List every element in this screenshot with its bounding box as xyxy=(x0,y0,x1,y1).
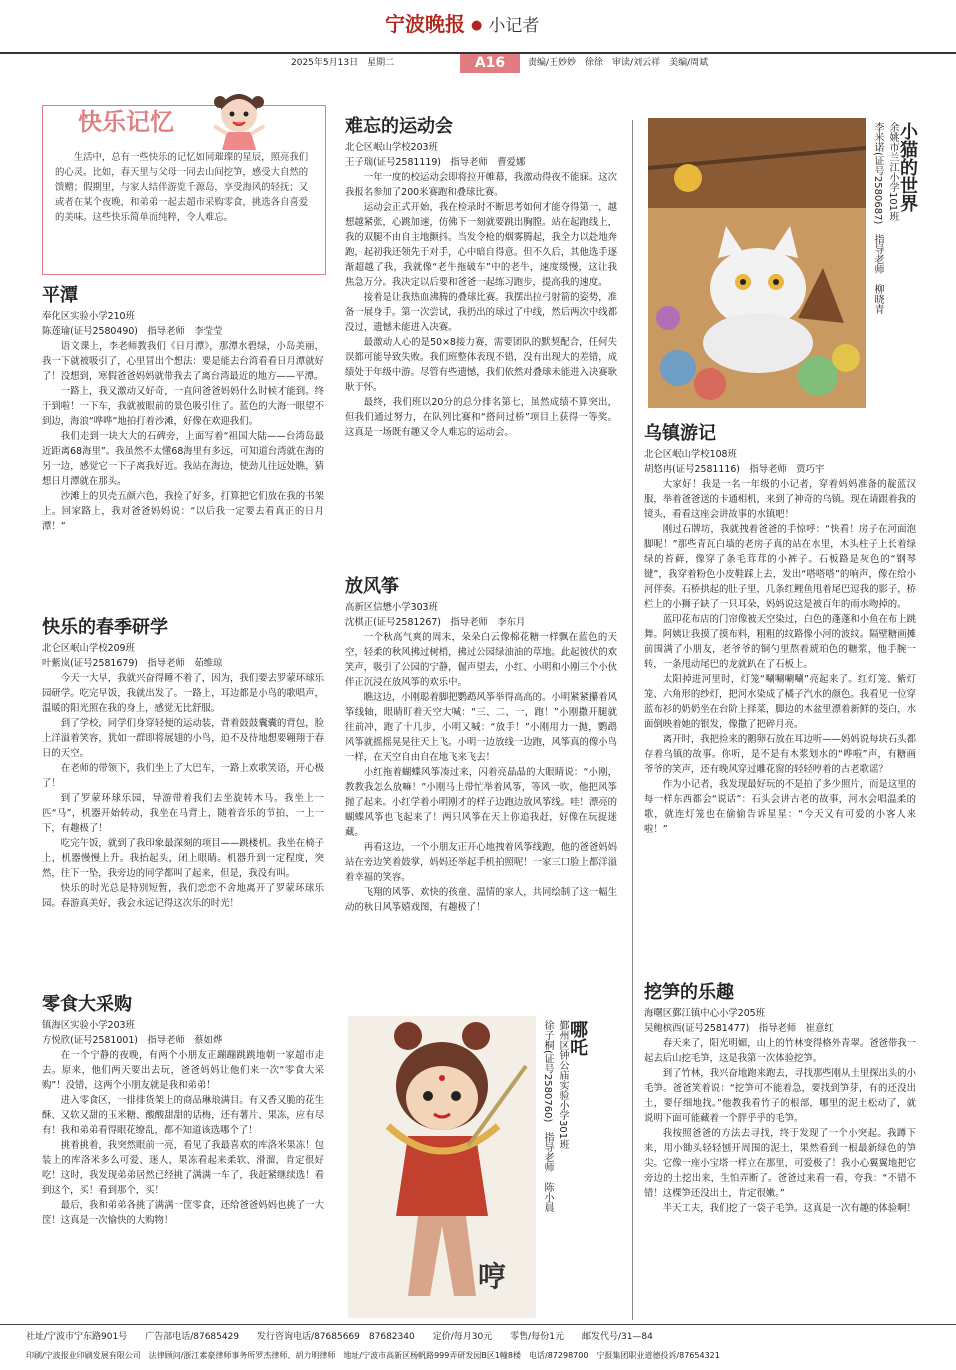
article-byline: 王子瑞(证号2581119) 指导老师 曹爱娜 xyxy=(345,157,526,168)
article-byline: 胡悠冉(证号2581116) 指导老师 贾巧宇 xyxy=(644,464,825,475)
artwork-school: 余姚市兰江小学101班 xyxy=(887,122,898,222)
article-paragraph: 语文课上，李老师教我们《日月潭》，那潭水碧绿，小岛美丽，我一下就被吸引了，心里冒出个想法：要是能去台湾看看日月潭就好了！没想到，寒假爸爸妈妈就带我去了离台湾最近的地方——平潭。 xyxy=(42,341,324,382)
article-paragraph: 进入零食区，一排排货架上的商品琳琅满目。有又香又脆的花生酥、又软又甜的玉米糖、酸酸甜甜的话梅，还有薯片、果冻，应有尽有！我和弟弟看得眼花缭乱，都不知道该选哪个了！ xyxy=(42,1095,324,1136)
article-paragraph: 再看这边，一个小朋友正开心地拽着风筝线跑，他的爸爸妈妈站在旁边笑着鼓掌，妈妈还举起手机拍照呢！一家三口脸上都洋溢着幸福的笑容。 xyxy=(345,842,617,883)
article-paragraph: 一路上，我又激动又好奇，一直问爸爸妈妈什么时候才能到。终于到啦！一下车，我就被眼前的景色吸引住了。蓝色的大海一眼望不到边，海浪“哗哗”地拍打着沙滩，好像在欢迎我们。 xyxy=(42,386,324,427)
article-paragraph: 今天一大早，我就兴奋得睡不着了，因为，我们要去罗蒙环球乐园研学。吃完早饭，我就出发了。一路上，耳边都是小鸟的歌唱声，温暖的阳光照在我的身上，感觉无比舒服。 xyxy=(42,673,324,714)
article-school: 海曙区鄞江镇中心小学205班 xyxy=(644,1008,766,1019)
article-paragraph: 蓝印花布店的门帘像被天空染过，白色的蓬蓬和小鱼在布上跳舞。阿姨让我摸了摸布料，粗粗的纹路像小河的波纹。隔壁糖画摊前围满了小朋友，老爷爷的铜勺里熬着琥珀色的糖浆，他手腕一转，一条甩动尾巴的龙就趴在了石板上。 xyxy=(644,614,916,670)
article-pingtan xyxy=(42,283,324,534)
article-wuzhen xyxy=(644,421,916,837)
article-paragraph: 我按照爸爸的方法去寻找，终于发现了一个小突起。我蹲下来，用小锄头轻轻刨开周围的泥土，果然看到一根最新绿色的笋尖。它像一座小宝塔一样立在那里，可爱极了！我小心翼翼地把它旁边的土挖出来，生怕弄断了。爸爸过来看一看，夸我：“不错不错！这棵笋还没出土，肯定很嫩。” xyxy=(644,1128,916,1199)
artwork-school: 鄞州区钟公庙实验小学301班 xyxy=(557,1020,568,1150)
article-title: 乌镇游记 xyxy=(644,423,716,444)
article-paragraph: 飞翔的风筝、欢快的孩童、温情的家人，共同绘制了这一幅生动的秋日风筝嬉戏图，有趣极了！ xyxy=(345,887,617,913)
intro-box xyxy=(42,105,326,275)
article-paragraph: 一年一度的校运动会即将拉开帷幕，我激动得夜不能寐。这次我报名参加了200米赛跑和叠球比赛。 xyxy=(345,172,617,198)
article-sports-day xyxy=(345,114,617,440)
article-school: 北仑区岷山学校209班 xyxy=(42,643,135,654)
article-paragraph: 大家好！我是一名一年级的小记者，穿着妈妈准备的靛蓝汉服，举着爸爸送的卡通相机，来到了神奇的乌镇。现在请跟着我的镜头，看看这座会讲故事的水镇吧！ xyxy=(644,479,916,520)
artwork-title: 哪吒 xyxy=(567,1020,588,1056)
article-paragraph: 最终，我们班以20分的总分排名第七，虽然成绩不算突出，但我们通过努力，在队列比赛和“搭问过桥”项目上获得一等奖。这真是一场既有趣又令人难忘的运动会。 xyxy=(345,397,617,438)
article-paragraph: 快乐的时光总是特别短暂，我们恋恋不舍地离开了罗蒙环球乐园。春游真美好，我会永远记得这次乐的时光！ xyxy=(42,883,324,909)
artwork-title: 小猫的世界 xyxy=(897,122,918,212)
footer-rule xyxy=(0,1324,956,1325)
page-number: A16 xyxy=(460,54,520,73)
article-school: 高新区信懋小学303班 xyxy=(345,602,438,613)
artwork-byline: 李米诺(证号2580687) 指导老师 柳晓青 xyxy=(872,122,883,315)
article-paragraph: 运动会正式开始，我在检录时不断思考如何才能夺得第一，越想越紧张，心跳加速，仿佛下一刻就要跳出胸膛。站在起跑线上，我的双腿不由自主地颤抖。当发令枪的烟雾腾起，我全力以赴地奔跑，起初我还领先于对手，心中暗自得意。但不久后，其他选手逐渐超越了我，我就像“老牛拖破车”中的老牛，速度缓慢，这让我焦急万分。我决定以后要和爸爸一起练习跑步，提高我的速度。 xyxy=(345,202,617,288)
footer-print-line: 印刷/宁波报业印刷发展有限公司 法律顾问/浙江素豪律师事务所罗杰律师、胡力明律师 地址/宁波市高新区杨帆路999弄研发园B区1幢8楼 电话/87298700 宁报集团职业道德投诉/87654321 xyxy=(26,1351,720,1360)
article-school: 北仑区岷山学校108班 xyxy=(644,449,737,460)
nezha-drawing-icon xyxy=(348,1016,536,1318)
masthead xyxy=(385,12,540,36)
article-paragraph: 作为小记者，我发现最好玩的不是拍了多少照片，而是这里的每一样东西都会“说话”：石头会讲古老的故事，河水会唱温柔的歌，就连灯笼也在偷偷告诉星星：“今天又有可爱的小客人来啦！” xyxy=(644,779,916,835)
page-header xyxy=(0,0,956,80)
article-byline: 方悦欣(证号2581001) 指导老师 蔡如烨 xyxy=(42,1035,223,1046)
article-paragraph: 离开时，我把捡来的鹅卵石放在耳边听——妈妈说每块石头都存着乌镇的故事。你听，是不是有木浆划水的“哗啦”声，有糖画爷爷的笑声，还有晚风穿过雕花窗的轻轻哼着的古老歌谣？ xyxy=(644,734,916,775)
article-title: 快乐的春季研学 xyxy=(42,617,168,638)
article-paragraph: 最激动人心的是50×8接力赛，需要团队的默契配合，任何失误都可能导致失败。我们班整体表现不错，没有出现大的差错，成绩处于年级中游。尽管有些遗憾，我们依然对叠球未能进入决赛耿耿于怀。 xyxy=(345,337,617,393)
svg-text:哼: 哼 xyxy=(478,1261,507,1292)
cat-world-drawing-icon xyxy=(648,118,866,408)
article-bamboo xyxy=(644,980,916,1216)
article-paragraph: 吃完午饭，就到了我印象最深刻的项目——跳楼机。我坐在椅子上，机器慢慢上升。我抬起头，闭上眼睛。机器升到一定程度，突然，往下一坠，我旁边的同学都叫了起来，但是，我没有叫。 xyxy=(42,838,324,879)
article-title: 放风筝 xyxy=(345,576,399,597)
intro-title: 快乐记忆 xyxy=(78,107,174,136)
article-paragraph: 刚过石牌坊，我就拽着爸爸的手惊呼：“快看！房子在河面泡脚呢！”那些青瓦白墙的老房子真的站在水里，木头柱子上长着绿绿的苔藓，像穿了条毛茸茸的小裤子。石板路是灰色的“钢琴键”，我穿着粉色小皮鞋踩上去，发出“嗒嗒嗒”的响声，像在给小河伴奏。石桥拱起的肚子里，几条红鲤鱼甩着尾巴逗我的影子，桥栏上的小狮子缺了一只耳朵，妈妈说这是被百年的雨水吻掉的。 xyxy=(644,524,916,610)
article-school: 奉化区实验小学210班 xyxy=(42,311,135,322)
nezha-artwork xyxy=(348,1016,536,1318)
article-paragraph: 我们走到一块大大的石碑旁，上面写着“祖国大陆——台湾岛最近距离68海里”。我虽然不太懂68海里有多远，可知道台湾就在海的另一边，感觉它一下子离我好近。我站在海边，使劲儿往远处瞧，猜想日月潭就在那头。 xyxy=(42,431,324,487)
editor-credits: 责编/王妙妙 徐徐 审读/刘云祥 美编/周斌 xyxy=(528,58,709,68)
article-byline: 陈莲瑜(证号2580490) 指导老师 李莹莹 xyxy=(42,326,223,337)
article-paragraph: 挑着挑着，我突然眼前一亮，看见了我最喜欢的库洛米果冻！包装上的库洛米多么可爱、迷人，果冻看起来柔软、滑溜，肯定很好吃！这时，我发现弟弟居然已经挑了满满一车了，我赶紧继续选！看到这个，买！看到那个，买！ xyxy=(42,1140,324,1196)
brand-separator-dot: ● xyxy=(471,18,483,33)
article-school: 镇海区实验小学203班 xyxy=(42,1020,135,1031)
article-byline: 叶紫岚(证号2581679) 指导老师 茹维琼 xyxy=(42,658,223,669)
article-title: 零食大采购 xyxy=(42,994,132,1015)
nezha-caption xyxy=(540,1020,588,1280)
article-title: 平潭 xyxy=(42,285,78,306)
article-paragraph: 在一个宁静的夜晚，有两个小朋友正蹦蹦跳跳地朝一家超市走去。原来，他们两天要出去玩，爸爸妈妈让他们来一次“零食大采购”！没错，这两个小朋友就是我和弟弟！ xyxy=(42,1050,324,1091)
article-title: 难忘的运动会 xyxy=(345,116,453,137)
article-paragraph: 瞧这边，小刚聪着脚把鹦鹉风筝举得高高的。小明紧紧攥着风筝线轴，眼睛盯着天空大喊：“三、二、一，跑！”小刚撒开腿就往前冲，跑了十几步，小明又喊：“放手！”小刚用力一抛，鹦鹉风筝就摇摇晃晃往天上飞。小明一边放线一边跑，风筝真的像小鸟一样，在天空自由自在地飞来飞去！ xyxy=(345,692,617,763)
article-byline: 吴鲍槟西(证号2581477) 指导老师 崔意红 xyxy=(644,1023,834,1034)
article-paragraph: 到了学校，同学们身穿轻便的运动装，背着鼓鼓囊囊的背包，脸上洋溢着笑容，犹如一群即将展翅的小鸟，迫不及待地想要翱翔于春日的天空。 xyxy=(42,718,324,759)
article-paragraph: 在老师的带领下，我们坐上了大巴车，一路上欢歌笑语，开心极了！ xyxy=(42,763,324,789)
intro-text: 生活中，总有一些快乐的记忆如同璀璨的星辰，照亮我们的心灵。比如，春天里与父母一同去山间挖笋，感受大自然的馈赠；假期里，与家人结伴游览千源岛，享受海风的轻抚；又或者在某个夜晚，和弟弟一起去超市采购零食，挑选各自喜爱的美味。这些快乐简单而纯粹，令人难忘。 xyxy=(55,152,309,223)
article-title: 挖笋的乐趣 xyxy=(644,982,734,1003)
article-paragraph: 到了竹林，我兴奋地跑来跑去，寻找那些刚从土里探出头的小毛笋。爸爸笑着说：“挖笋可不能着急，要找到笋芽，有的还没出土，要仔细地找。”他教我看竹子的根部，哪里的泥土松动了，就说明下面可能藏着一个胖乎乎的毛笋。 xyxy=(644,1068,916,1124)
section-name: 小记者 xyxy=(488,16,540,36)
footer-info-line: 社址/宁波市宁东路901号 广告部电话/87685429 发行咨询电话/87685669 87682340 定价/每月30元 零售/每份1元 邮发代号/31—84 xyxy=(26,1332,653,1342)
article-snacks xyxy=(42,992,324,1228)
article-paragraph: 沙滩上的贝壳五颜六色，我捡了好多，打算把它们放在我的书架上。回家路上，我对爸爸妈妈说：“以后我一定要去看真正的日月潭！” xyxy=(42,491,324,532)
cat-artwork xyxy=(648,118,866,408)
artwork-byline: 徐子桐(证号2580760) 指导老师 陈小晨 xyxy=(542,1020,553,1213)
brand-name: 宁波晚报 xyxy=(385,12,465,36)
column-divider xyxy=(632,120,633,1320)
article-spring-study xyxy=(42,615,324,911)
article-paragraph: 太阳掉进河里时，灯笼“唰唰唰唰”亮起来了。红灯笼、紫灯笼、六角形的纱灯，把河水染成了橘子汽水的颜色。我看见一位穿蓝布衫的奶奶坐在台阶上择菜，脚边的木盆里漂着新鲜的茭白，水面倒映着她的银发，像撒了把碎月亮。 xyxy=(644,674,916,730)
cartoon-girl-icon xyxy=(210,88,268,150)
cat-caption xyxy=(870,122,918,402)
article-paragraph: 最后，我和弟弟各挑了满满一筐零食，还给爸爸妈妈也挑了一大筐！这真是一次愉快的大购物！ xyxy=(42,1200,324,1226)
article-byline: 沈棋正(证号2581267) 指导老师 李东月 xyxy=(345,617,526,628)
article-paragraph: 春天来了，阳光明媚，山上的竹林变得格外青翠。爸爸带我一起去后山挖毛笋，这是我第一次体验挖笋。 xyxy=(644,1038,916,1064)
article-paragraph: 接着是让我热血沸腾的叠球比赛。我摆出拉弓射箭的姿势，准备一展身手。第一次尝试，我扔出的球过了中线，然后两次中线都没过，遗憾未能进入决赛。 xyxy=(345,292,617,333)
article-paragraph: 小红拖着蝴蝶风筝凑过来，闪着亮晶晶的大眼睛说：“小刚，教教我怎么放嘛！”小刚马上带忙举着风筝，等风一吹，他把风筝抛了起来。小红学着小明刚才的样子边跑边放风筝线。哇！漂亮的蝴蝶风筝也飞起来了！两只风筝在天上你追我赶，好像在玩捉迷藏。 xyxy=(345,767,617,838)
issue-date: 2025年5月13日 星期二 xyxy=(291,58,395,68)
article-kite xyxy=(345,574,617,915)
article-school: 北仑区岷山学校203班 xyxy=(345,142,438,153)
article-paragraph: 一个秋高气爽的周末，朵朵白云像棉花糖一样飘在蓝色的天空，轻柔的秋风拂过树梢，拂过公园绿油油的草地。此起彼伏的欢笑声，吸引了公园的宁静，倔声望去，小红、小明和小刚三个小伙伴正沉浸在放风筝的欢乐中。 xyxy=(345,632,617,688)
article-paragraph: 半天工夫，我们挖了一袋子毛笋。这真是一次有趣的体验啊！ xyxy=(662,1203,916,1214)
article-paragraph: 到了罗蒙环球乐园，导游带着我们去坐旋转木马。我坐上一匹“马”，机器开始转动，我坐在马背上，随着音乐的节拍，一上一下，有趣极了！ xyxy=(42,793,324,834)
